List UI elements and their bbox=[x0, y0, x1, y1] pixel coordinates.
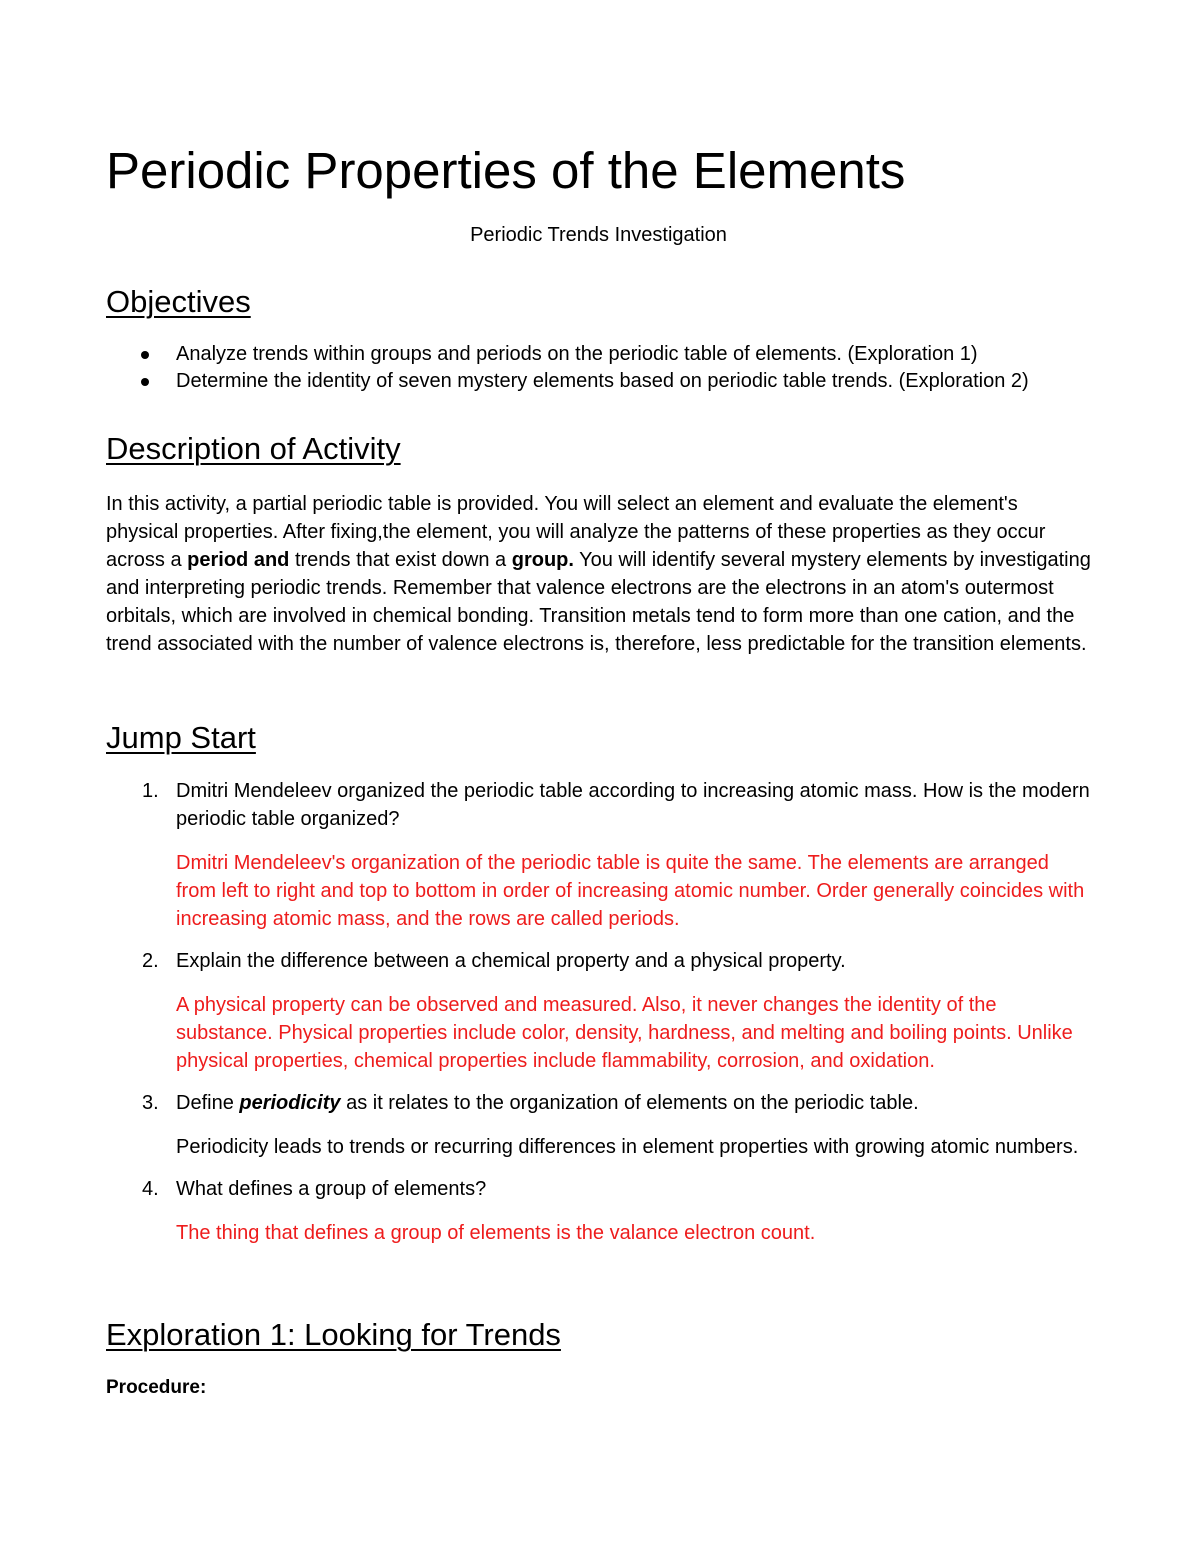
question-text-post: as it relates to the organization of elements on the periodic table. bbox=[340, 1092, 919, 1114]
document-title: Periodic Properties of the Elements bbox=[106, 142, 906, 199]
objective-text: Analyze trends within groups and periods on the periodic table of elements. (Exploration 1) bbox=[176, 343, 978, 365]
jump-start-heading: Jump Start bbox=[106, 720, 256, 755]
objectives-list bbox=[106, 341, 1029, 395]
bullet-icon bbox=[141, 378, 149, 386]
list-item bbox=[106, 368, 1029, 395]
question-item bbox=[106, 947, 1091, 1075]
answer-text: Periodicity leads to trends or recurring differences in element properties with growing atomic numbers. bbox=[176, 1136, 1079, 1158]
question-item bbox=[106, 1089, 1091, 1161]
answer-text: Dmitri Mendeleev's organization of the periodic table is quite the same. The elements are arranged from left to right and top to bottom in order of increasing atomic number. Order generally coincides with increasing atomic mass, and the rows are called periods. bbox=[176, 852, 1085, 930]
question-text: What defines a group of elements? bbox=[176, 1178, 487, 1200]
question-number: 1. bbox=[142, 780, 159, 802]
procedure-label: Procedure: bbox=[106, 1377, 207, 1398]
question-term: periodicity bbox=[239, 1092, 341, 1114]
question-text: Dmitri Mendeleev organized the periodic table according to increasing atomic mass. How is the modern periodic table organized? bbox=[176, 780, 1090, 830]
description-text: You will identify several mystery elements by investigating and interpreting periodic trends. Remember that valence electrons are the electrons in an atom's outermost orbitals, which are involved in chemical bonding. Transition metals tend to form more than one cation, and the trend associated with the number of valence electrons is, therefore, less predictable for the transition elements. bbox=[106, 549, 1091, 655]
description-text: trends that exist down a bbox=[289, 549, 512, 571]
bullet-icon bbox=[141, 351, 149, 359]
description-text: In this activity, a partial periodic table is provided. You will select an element and evaluate the element's physical properties. After fixing,the element, you will analyze the patterns of these properties as they occur across a bbox=[106, 493, 1046, 571]
list-item bbox=[106, 341, 1029, 368]
question-number: 4. bbox=[142, 1178, 159, 1200]
question-text: Explain the difference between a chemical property and a physical property. bbox=[176, 950, 846, 972]
answer-text: A physical property can be observed and measured. Also, it never changes the identity of the substance. Physical properties include color, density, hardness, and melting and boiling points. Unlike physical properties, chemical properties include flammability, corrosion, and oxidation. bbox=[176, 994, 1073, 1072]
question-item bbox=[106, 777, 1091, 933]
description-paragraph bbox=[106, 490, 1091, 658]
answer-text: The thing that defines a group of elements is the valance electron count. bbox=[176, 1222, 816, 1244]
objective-text: Determine the identity of seven mystery elements based on periodic table trends. (Exploration 2) bbox=[176, 370, 1029, 392]
question-text-pre: Define bbox=[176, 1092, 240, 1114]
description-bold-group: group. bbox=[511, 549, 574, 571]
description-bold-period: period and bbox=[187, 549, 290, 571]
question-text bbox=[176, 1089, 1091, 1117]
objectives-heading: Objectives bbox=[106, 284, 251, 319]
description-heading: Description of Activity bbox=[106, 431, 401, 466]
document-subtitle: Periodic Trends Investigation bbox=[470, 224, 727, 246]
question-number: 3. bbox=[142, 1092, 159, 1114]
question-item bbox=[106, 1175, 1091, 1247]
question-number: 2. bbox=[142, 950, 159, 972]
jump-start-questions bbox=[106, 777, 1091, 1261]
exploration-1-heading: Exploration 1: Looking for Trends bbox=[106, 1317, 561, 1352]
